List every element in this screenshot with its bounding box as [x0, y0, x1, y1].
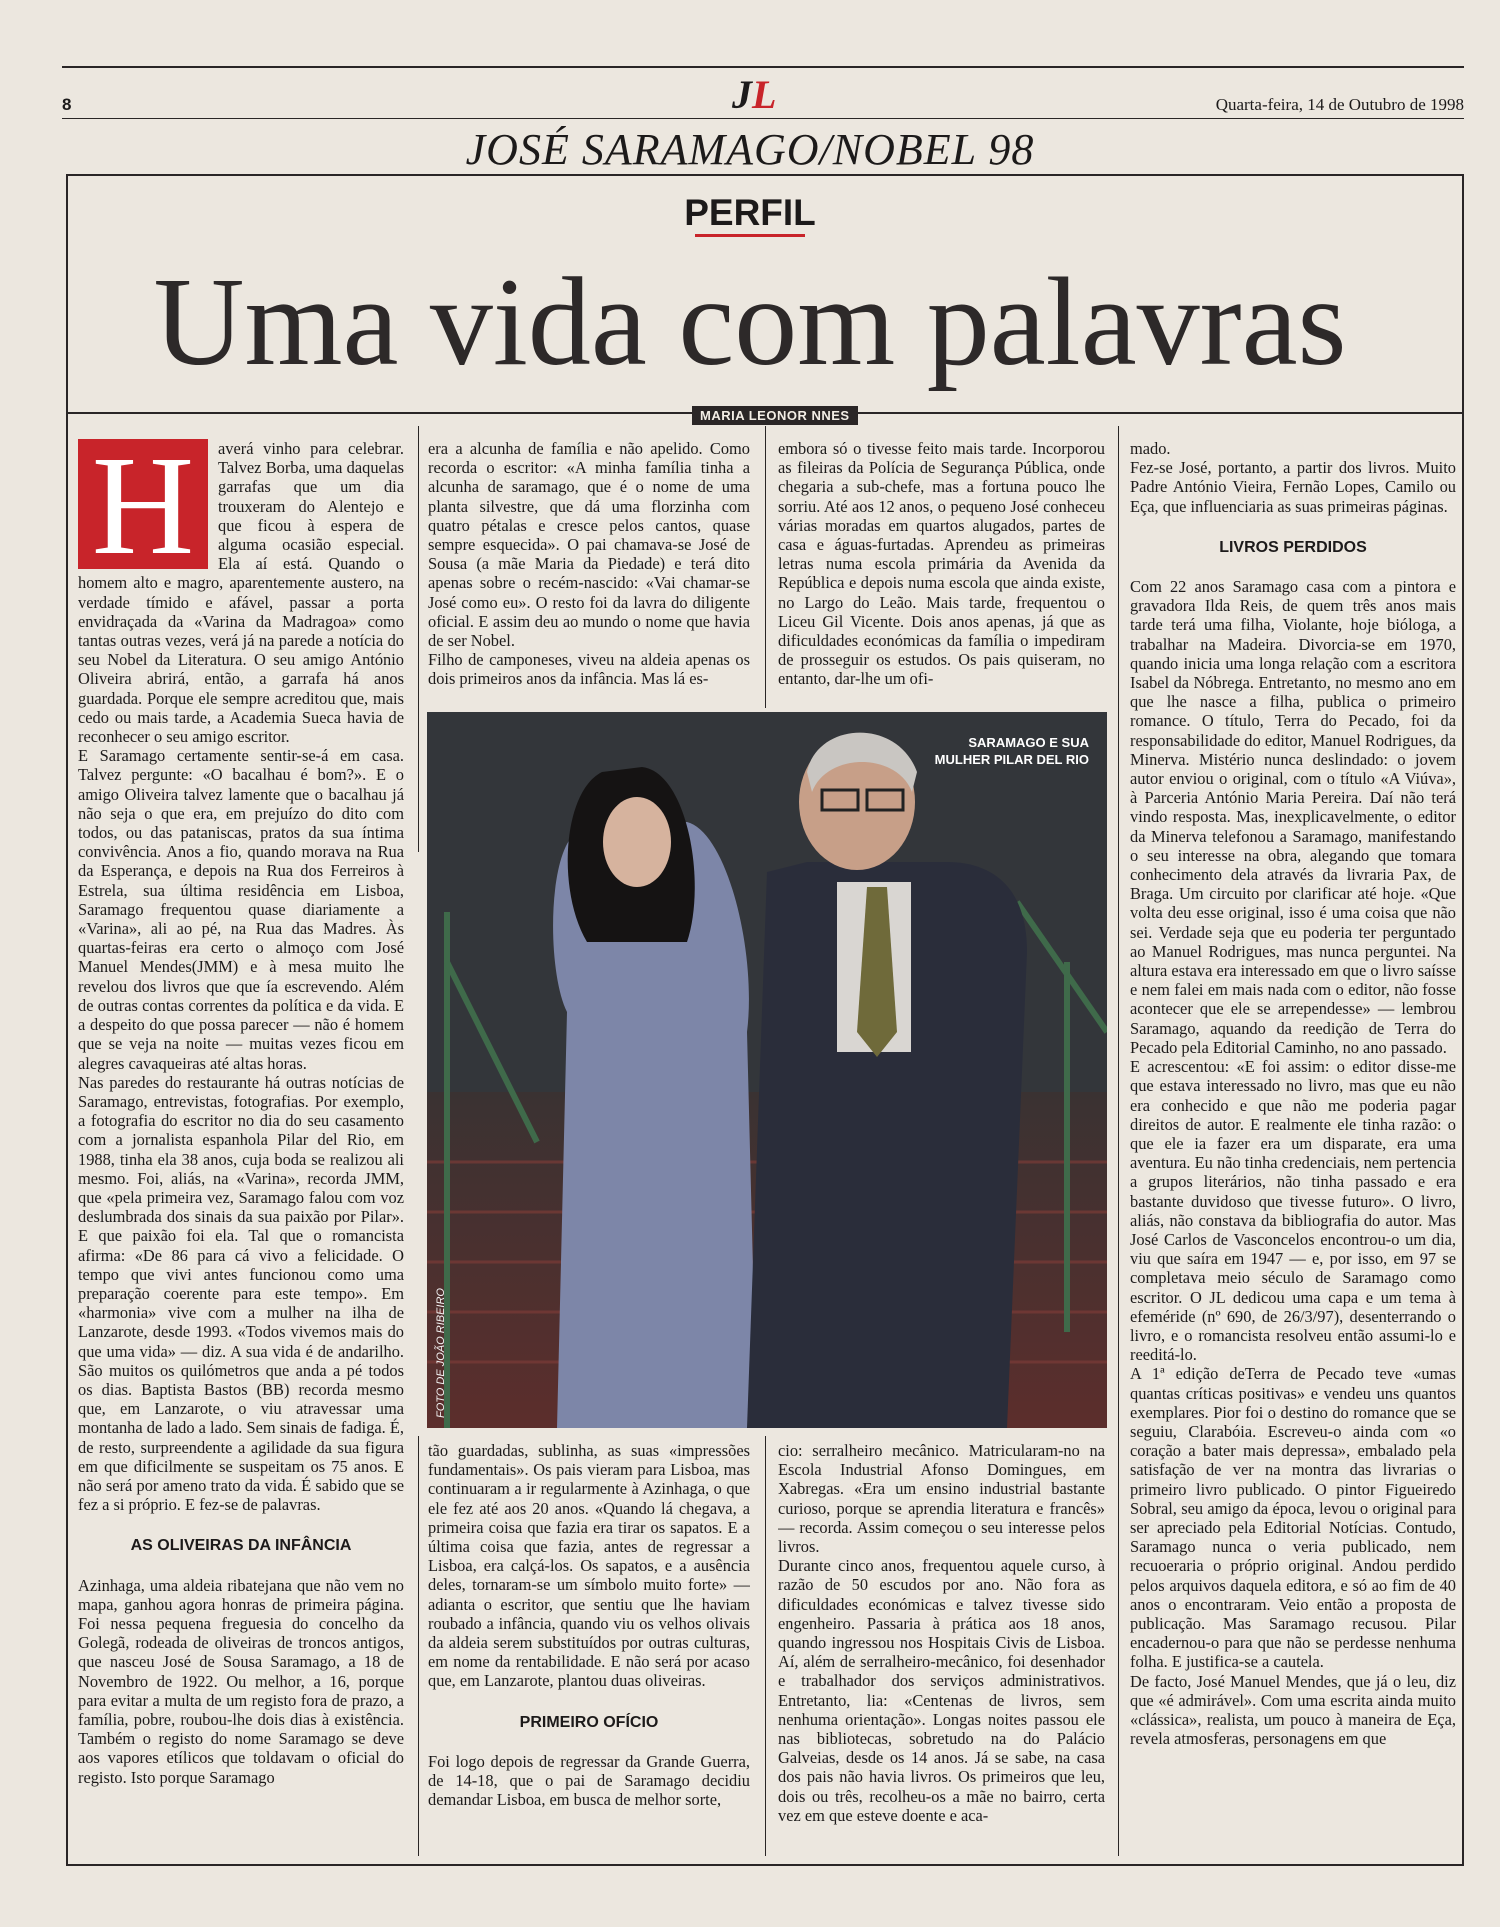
headline: Uma vida com palavras — [153, 253, 1347, 392]
paragraph: tão guardadas, sublinha, as suas «impressões fundamentais». Os pais vieram para Lisboa, mas continuaram a ir regularmente à Azinhaga, o que ele fez até aos 20 anos. «Quando lá chegava, a primeira coisa que fazia era tirar os sapatos. E a última coisa que fazia, antes de regressar a Lisboa, era calçá-los. Os sapatos, e a ausência deles, tornaram-se um símbolo muito forte» — adianta o escritor, que sentiu que lhe haviam roubado a infância, quando viu os velhos olivais da aldeia serem substituídos por outras culturas, em nome da rentabilidade. E não será por acaso que, em Lanzarote, plantou duas oliveiras. — [428, 1441, 750, 1691]
column-divider-1 — [418, 426, 419, 852]
date-line: Quarta-feira, 14 de Outubro de 1998 — [1215, 95, 1464, 114]
paragraph: Nas paredes do restaurante há outras notícias de Saramago, entrevistas, fotografias. Por exemplo, a fotografia do escritor no dia do seu casamento com a jornalista espanhola Pilar del Rio, em 1988, tinha ela 38 anos, cuja boda se realizou ali mesmo. Foi, aliás, na «Varina», recorda JMM, que «pela primeira vez, Saramago falou com voz deslumbrada dos sinais da sua paixão por Pilar». E que paixão foi ela. Tal que o romancista afirma: «De 86 para cá vivo a felicidade. O tempo que vivi antes funcionou como uma preparação coerente para este tempo». Em «harmonia» vive com a mulher na ilha de Lanzarote, desde 1993. «Todos vivemos mais do que uma vida» — diz. A sua vida é de andarilho. São muitos os quilómetros que anda a pé todos os dias. Baptista Bastos (BB) recorda mesmo que, em Lanzarote, o viu atravessar uma montanha de lado a lado. Sem sinais de fadiga. É, de resto, surpreendente a agilidade da sua figura em que dificilmente se suspeitam os 75 anos. E não será por ameno trato da vida. É sabido que se fez a si próprio. E fez-se de palavras. — [78, 1072, 404, 1515]
column-4 — [1130, 439, 1456, 1851]
subhead-oliveiras: AS OLIVEIRAS DA INFÂNCIA — [130, 1537, 352, 1555]
column-divider-2 — [765, 426, 766, 708]
section-label-underline — [695, 234, 805, 237]
photo-caption-line: MULHER PILAR DEL RIO — [934, 752, 1089, 767]
subhead-primeiro-oficio: PRIMEIRO OFÍCIO — [519, 1713, 659, 1731]
paragraph: mado. — [1130, 439, 1171, 458]
column-2-bottom — [428, 1441, 750, 1855]
photo-caption-line: SARAMAGO E SUA — [968, 735, 1089, 750]
svg-text:J: J — [732, 72, 752, 116]
frame-bottom — [66, 1864, 1464, 1866]
jl-logo-mark — [728, 72, 786, 116]
header-rule — [62, 118, 1464, 119]
paragraph: Azinhaga, uma aldeia ribatejana que não vem no mapa, ganhou agora honras de primeira página. Foi nessa pequena freguesia do concelho da Golegã, rodeada de oliveiras de troncos antigos, que nasceu José de Sousa Saramago, a 18 de Novembro de 1922. Ou melhor, a 16, porque para evitar a multa de um registo fora de prazo, a família, pobre, roubou-lhe dois dias à existência. Também o registo do nome Saramago se deve aos vapores etílicos que toldavam o oficial do registo. Isto porque Saramago — [78, 1575, 404, 1787]
column-1 — [78, 439, 404, 1851]
paragraph: Com 22 anos Saramago casa com a pintora e gravadora Ilda Reis, de quem três anos mais tarde terá uma filha, Violante, hoje bióloga, a trabalhar na Madeira. Divorcia-se em 1970, quando inicia uma longa relação com a escritora Isabel da Nóbrega. Entretanto, no mesmo ano em que lhe nasce a filha, publica o primeiro romance. O título, Terra do Pecado, foi da responsabilidade do editor, Manuel Rodrigues, da Minerva. Mistério nunca deslindado: o jovem autor enviou o original, com o título «A Viúva», à Parceria António Maria Pereira. Daí não terá vindo resposta. Mas, inexplicavelmente, o editor da Minerva telefonou a Saramago, manifestando o seu interesse na obra, alegando que tomara conhecimento dela através da livraria Pax, de Braga. Um circuito por clarificar até hoje. «Que volta deu esse original, isso é uma coisa que não sei. Verdade seja que eu poderia ter perguntado ao Manuel Rodrigues, mas nunca perguntei. Na altura estava era interessado em que o livro saísse e nem falei em mais nada com o editor, não fosse acontecer que ele se arrependesse» — lembrou Saramago, aquando da reedição de Terra do Pecado pela Editorial Caminho, no ano passado. — [1130, 577, 1456, 1057]
paragraph: era a alcunha de família e não apelido. Como recorda o escritor: «A minha família tinha a alcunha de saramago, que é o nome de uma planta silvestre, que dá uma florzinha com quatro pétalas e cresce pelos cantos, quase sempre esquecida». O pai chamava-se José de Sousa (a mãe Maria da Piedade) e terá dito apenas sobre o recém-nascido: «Vai chamar-se José como eu». O resto foi da lavra do diligente oficial. E assim deu ao mundo o nome que havia de ser Nobel. — [428, 439, 750, 651]
column-divider-1-lower — [418, 1436, 419, 1856]
paragraph: Durante cinco anos, frequentou aquele curso, à razão de 50 escudos por ano. Não fora as dificuldades económicas e talvez tivesse sido engenheiro. Passaria à prática aos 18 anos, quando ingressou nos Hospitais Civis de Lisboa. Aí, além de serralheiro-mecânico, foi desenhador e trabalhador dos serviços administrativos. Entretanto, lia: «Centenas de livros, sem nenhuma orientação». Longas noites passou ele nas bibliotecas, sobretudo na do Palácio Galveias, desde os 14 anos. Já se sabe, na casa dos pais não havia livros. Os primeiros que leu, dois ou três, recolheu-os a mãe no bairro, certa vez em que esteve doente e aca- — [778, 1556, 1105, 1825]
paragraph-intro: averá vinho para celebrar. Talvez Borba, uma daquelas garrafas que um dia trouxeram do Alentejo e que ficou à espera de alguma ocasião especial. Ela aí está. Quando o homem alto e magro, aparentemente austero, na verdade tímido e afável, passar a porta envidraçada da «Varina da Madragoa» como tantas outras vezes, verá já na parede a notícia do seu Nobel da Literatura. O seu amigo António Oliveira abrirá, então, a garrafa há anos guardada. Porque ele sempre acreditou que, mais cedo ou mais tarde, a Academia Sueca havia de reconhecer o seu amigo escritor. — [78, 439, 404, 747]
column-3-top — [778, 439, 1105, 709]
photo-caption — [935, 734, 1089, 768]
section-title: JOSÉ SARAMAGO/NOBEL 98 — [465, 125, 1035, 174]
jl-logo — [728, 72, 786, 116]
photo-illustration — [427, 712, 1107, 1428]
paragraph: Foi logo depois de regressar da Grande Guerra, de 14-18, que o pai de Saramago decidiu demandar Lisboa, em busca de melhor sorte, — [428, 1751, 750, 1810]
column-2-top — [428, 439, 750, 709]
drop-cap: H — [78, 439, 208, 569]
paragraph: cio: serralheiro mecânico. Matricularam-no na Escola Industrial Afonso Domingues, em Xabregas. «Era um ensino industrial bastante curioso, porque se aprendia literatura e francês» — recorda. Assim começou o seu interesse pelos livros. — [778, 1441, 1105, 1557]
column-divider-3 — [1118, 426, 1119, 1856]
svg-text:L: L — [752, 72, 777, 116]
page-number: 8 — [62, 95, 72, 114]
paragraph: De facto, José Manuel Mendes, que já o leu, diz que «é admirável». Com uma escrita ainda muito «clássica», realista, um pouco à maneira de Eça, revela atmosferas, personagens em que — [1130, 1671, 1456, 1749]
paragraph: A 1ª edição deTerra de Pecado teve «umas quantas críticas positivas» e vendeu uns quantos exemplares. Pior foi o destino do romance que se seguiu, Clarabóia. Escreveu-o ainda com «o coração a bater mais depressa», embalado pela satisfação de ver na montra das livrarias o primeiro livro publicado. O pintor Figueiredo Sobral, seu amigo da época, levou o original para ser apreciado pela Editorial Notícias. Contudo, Saramago nunca o veria publicado, nem recuoeraria o próprio original. Andou perdido pelos arquivos daquela editora, e só ao fim de 40 anos o encontraram. Veio então a proposta de publicação. Mas Saramago recusou. Pilar encadernou-o para que não se perdesse nenhuma folha. E justifica-se a cautela. — [1130, 1364, 1456, 1672]
paragraph: Filho de camponeses, viveu na aldeia apenas os dois primeiros anos da infância. Mas lá es- — [428, 650, 750, 689]
column-divider-2-lower — [765, 1436, 766, 1856]
byline: MARIA LEONOR NNES — [692, 406, 858, 425]
top-rule — [62, 66, 1464, 68]
subhead-livros-perdidos: LIVROS PERDIDOS — [1219, 538, 1367, 556]
column-3-bottom — [778, 1441, 1105, 1855]
photo-saramago-pilar — [427, 712, 1107, 1428]
frame-right — [1462, 174, 1464, 1866]
frame-left — [66, 174, 68, 1866]
paragraph: E acrescentou: «E foi assim: o editor disse-me que estava interessado no livro, mas que eu não era conhecido e que não me poderia pagar direitos de autor. E realmente ele tinha razão: o que ele ia fazer era um disparate, era uma aventura. Eu não tinha credenciais, nem pertencia a grupos literários, não tinha passado e era bastante duvidoso que tivesse futuro». O livro, aliás, não constava da bibliografia do autor. Mas José Carlos de Vasconcelos encontrou-o um dia, viu que saíra em 1947 — e, por isso, em 97 se completava meio século de Saramago como escritor. O JL dedicou uma capa e um tema à efeméride (nº 690, de 26/3/97), desenterrando o livro, e o romancista resolveu então assumi-lo e reeditá-lo. — [1130, 1057, 1456, 1365]
paragraph: E Saramago certamente sentir-se-á em casa. Talvez pergunte: «O bacalhau é bom?». E o amigo Oliveira talvez lamente que o bacalhau já não seja o que era, em prejuízo do dito com todos, ou das pataniscas, pratos da sua íntima convivência. Anos a fio, quando morava na Rua da Esperança, e depois na Rua dos Ferreiros à Estrela, sua última residência em Lisboa, Saramago frequentou quase diariamente a «Varina», ali ao pé, na Rua das Madres. Às quartas-feiras era certo o almoço com José Manuel Mendes(JMM) e à mesa muito lhe revelou dos livros que que ía escrevendo. Além de outras contas correntes da política e da vida. E a despeito do que possa parecer — não é homem que se veja na noite — muitas vezes ficou em alegres cavaqueiras até altas horas. — [78, 746, 404, 1073]
photo-credit: FOTO DE JOÃO RIBEIRO — [435, 1288, 447, 1418]
paragraph: embora só o tivesse feito mais tarde. Incorporou as fileiras da Polícia de Segurança Pública, onde chegaria a sub-chefe, mas a fortuna pouco lhe sorriu. Até aos 12 anos, o pequeno José conheceu várias moradas em quartos alugados, partes de casa e águas-furtadas. Aprendeu as primeiras letras numa escola primária da Avenida da República e depois numa escola que ainda existe, no Largo do Leão. Mais tarde, frequentou o Liceu Gil Vicente. Dois anos apenas, já que as dificuldades económicas da família o impediram de prosseguir os estudos. Os pais quiseram, no entanto, dar-lhe um ofi- — [778, 439, 1105, 689]
frame-top — [66, 174, 1464, 176]
section-label: PERFIL — [684, 192, 816, 233]
paragraph: Fez-se José, portanto, a partir dos livros. Muito Padre António Vieira, Fernão Lopes, Camilo ou Eça, que influenciaria as suas primeiras páginas. — [1130, 458, 1456, 516]
